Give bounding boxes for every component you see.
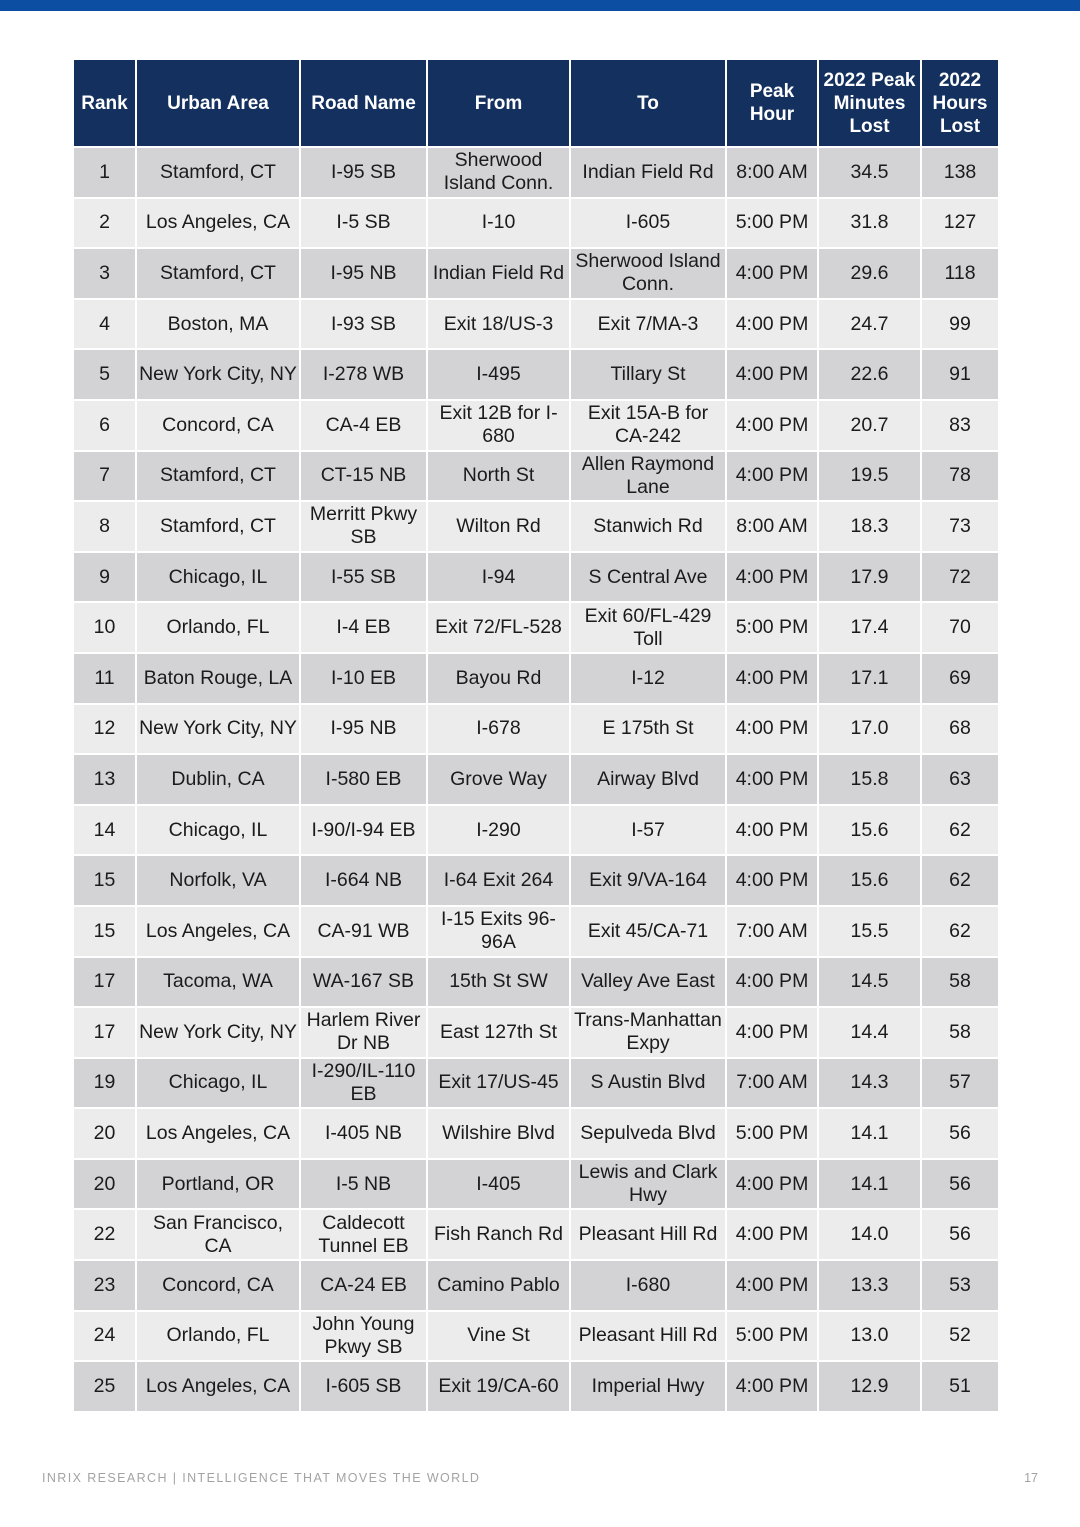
cell-hours-lost: 72 (921, 552, 999, 603)
cell-road-name: CA-91 WB (300, 906, 427, 957)
cell-road-name: I-405 NB (300, 1108, 427, 1159)
cell-peak-hour: 4:00 PM (726, 1260, 818, 1311)
cell-peak-minutes-lost: 22.6 (818, 349, 921, 400)
cell-peak-minutes-lost: 17.9 (818, 552, 921, 603)
cell-peak-hour: 4:00 PM (726, 754, 818, 805)
cell-hours-lost: 58 (921, 1007, 999, 1058)
cell-peak-hour: 5:00 PM (726, 602, 818, 653)
cell-peak-minutes-lost: 13.3 (818, 1260, 921, 1311)
cell-hours-lost: 62 (921, 855, 999, 906)
cell-from: I-495 (427, 349, 570, 400)
cell-urban-area: Chicago, IL (136, 1058, 300, 1109)
cell-from: Exit 18/US-3 (427, 299, 570, 350)
table-row (73, 349, 999, 400)
cell-peak-hour: 4:00 PM (726, 299, 818, 350)
footer-tagline: INRIX RESEARCH | INTELLIGENCE THAT MOVES THE WORLD (42, 1471, 481, 1485)
cell-urban-area: New York City, NY (136, 349, 300, 400)
cell-from: I-94 (427, 552, 570, 603)
cell-rank: 7 (73, 451, 136, 502)
cell-to: Pleasant Hill Rd (570, 1311, 726, 1362)
cell-to: S Austin Blvd (570, 1058, 726, 1109)
table-row (73, 299, 999, 350)
cell-rank: 2 (73, 198, 136, 249)
cell-from: Sherwood Island Conn. (427, 147, 570, 198)
cell-from: I-10 (427, 198, 570, 249)
table-row (73, 451, 999, 502)
cell-rank: 20 (73, 1159, 136, 1210)
cell-road-name: I-55 SB (300, 552, 427, 603)
cell-road-name: I-5 NB (300, 1159, 427, 1210)
cell-from: Indian Field Rd (427, 248, 570, 299)
cell-urban-area: Orlando, FL (136, 1311, 300, 1362)
cell-urban-area: Los Angeles, CA (136, 906, 300, 957)
cell-road-name: I-93 SB (300, 299, 427, 350)
header-row (73, 59, 999, 147)
cell-road-name: I-664 NB (300, 855, 427, 906)
cell-peak-hour: 4:00 PM (726, 704, 818, 755)
cell-hours-lost: 91 (921, 349, 999, 400)
cell-peak-minutes-lost: 15.6 (818, 855, 921, 906)
cell-from: East 127th St (427, 1007, 570, 1058)
cell-hours-lost: 127 (921, 198, 999, 249)
table-row (73, 704, 999, 755)
cell-rank: 6 (73, 400, 136, 451)
cell-hours-lost: 56 (921, 1159, 999, 1210)
cell-to: S Central Ave (570, 552, 726, 603)
cell-hours-lost: 51 (921, 1361, 999, 1412)
cell-peak-hour: 8:00 AM (726, 147, 818, 198)
cell-hours-lost: 52 (921, 1311, 999, 1362)
header-hours-lost: 2022 Hours Lost (921, 59, 999, 147)
cell-to: Sepulveda Blvd (570, 1108, 726, 1159)
cell-rank: 23 (73, 1260, 136, 1311)
cell-to: Trans-Manhattan Expy (570, 1007, 726, 1058)
cell-peak-hour: 4:00 PM (726, 1209, 818, 1260)
cell-hours-lost: 83 (921, 400, 999, 451)
cell-urban-area: Boston, MA (136, 299, 300, 350)
cell-urban-area: Stamford, CT (136, 451, 300, 502)
header-from: From (427, 59, 570, 147)
cell-peak-hour: 7:00 AM (726, 906, 818, 957)
cell-road-name: I-580 EB (300, 754, 427, 805)
cell-peak-hour: 4:00 PM (726, 400, 818, 451)
table-row (73, 1260, 999, 1311)
cell-road-name: I-290/IL-110 EB (300, 1058, 427, 1109)
table-row (73, 1007, 999, 1058)
cell-from: 15th St SW (427, 957, 570, 1008)
cell-rank: 20 (73, 1108, 136, 1159)
table-row (73, 754, 999, 805)
cell-rank: 17 (73, 957, 136, 1008)
cell-rank: 1 (73, 147, 136, 198)
cell-road-name: I-90/I-94 EB (300, 805, 427, 856)
cell-road-name: I-4 EB (300, 602, 427, 653)
table-row (73, 1361, 999, 1412)
cell-to: Exit 7/MA-3 (570, 299, 726, 350)
cell-urban-area: Norfolk, VA (136, 855, 300, 906)
table-row (73, 653, 999, 704)
cell-peak-hour: 7:00 AM (726, 1058, 818, 1109)
cell-to: Valley Ave East (570, 957, 726, 1008)
cell-peak-minutes-lost: 34.5 (818, 147, 921, 198)
cell-from: Fish Ranch Rd (427, 1209, 570, 1260)
cell-urban-area: San Francisco, CA (136, 1209, 300, 1260)
table-row (73, 805, 999, 856)
cell-peak-hour: 4:00 PM (726, 1361, 818, 1412)
cell-road-name: I-95 SB (300, 147, 427, 198)
cell-urban-area: Tacoma, WA (136, 957, 300, 1008)
top-accent-bar (0, 0, 1080, 11)
cell-road-name: I-95 NB (300, 248, 427, 299)
table-row (73, 1209, 999, 1260)
cell-urban-area: New York City, NY (136, 1007, 300, 1058)
cell-from: Grove Way (427, 754, 570, 805)
cell-rank: 15 (73, 855, 136, 906)
cell-rank: 12 (73, 704, 136, 755)
cell-peak-hour: 4:00 PM (726, 855, 818, 906)
cell-road-name: Harlem River Dr NB (300, 1007, 427, 1058)
cell-peak-minutes-lost: 12.9 (818, 1361, 921, 1412)
table-row (73, 602, 999, 653)
header-peak-minutes-lost: 2022 Peak Minutes Lost (818, 59, 921, 147)
cell-hours-lost: 56 (921, 1209, 999, 1260)
cell-from: Exit 12B for I-680 (427, 400, 570, 451)
cell-road-name: Merritt Pkwy SB (300, 501, 427, 552)
corridor-ranking-table (72, 58, 1000, 1413)
cell-rank: 14 (73, 805, 136, 856)
cell-hours-lost: 58 (921, 957, 999, 1008)
cell-to: Exit 15A-B for CA-242 (570, 400, 726, 451)
cell-hours-lost: 118 (921, 248, 999, 299)
cell-peak-minutes-lost: 14.3 (818, 1058, 921, 1109)
cell-rank: 25 (73, 1361, 136, 1412)
cell-from: North St (427, 451, 570, 502)
cell-peak-minutes-lost: 15.6 (818, 805, 921, 856)
cell-road-name: John Young Pkwy SB (300, 1311, 427, 1362)
cell-peak-hour: 4:00 PM (726, 349, 818, 400)
cell-urban-area: Stamford, CT (136, 147, 300, 198)
cell-road-name: CA-4 EB (300, 400, 427, 451)
cell-from: I-678 (427, 704, 570, 755)
table-row (73, 1159, 999, 1210)
cell-from: Exit 72/FL-528 (427, 602, 570, 653)
table-row (73, 1058, 999, 1109)
cell-peak-minutes-lost: 14.5 (818, 957, 921, 1008)
cell-urban-area: Stamford, CT (136, 501, 300, 552)
cell-peak-hour: 4:00 PM (726, 1007, 818, 1058)
cell-peak-hour: 4:00 PM (726, 451, 818, 502)
cell-road-name: Caldecott Tunnel EB (300, 1209, 427, 1260)
cell-to: Exit 45/CA-71 (570, 906, 726, 957)
cell-urban-area: Concord, CA (136, 1260, 300, 1311)
cell-rank: 17 (73, 1007, 136, 1058)
table-row (73, 552, 999, 603)
cell-to: E 175th St (570, 704, 726, 755)
cell-hours-lost: 70 (921, 602, 999, 653)
cell-to: Allen Raymond Lane (570, 451, 726, 502)
cell-to: Stanwich Rd (570, 501, 726, 552)
cell-rank: 9 (73, 552, 136, 603)
cell-road-name: I-10 EB (300, 653, 427, 704)
cell-hours-lost: 69 (921, 653, 999, 704)
cell-to: I-605 (570, 198, 726, 249)
header-to: To (570, 59, 726, 147)
cell-to: I-12 (570, 653, 726, 704)
cell-to: I-57 (570, 805, 726, 856)
cell-peak-hour: 5:00 PM (726, 1311, 818, 1362)
cell-peak-minutes-lost: 15.5 (818, 906, 921, 957)
cell-rank: 3 (73, 248, 136, 299)
cell-to: I-680 (570, 1260, 726, 1311)
cell-rank: 8 (73, 501, 136, 552)
cell-peak-minutes-lost: 13.0 (818, 1311, 921, 1362)
cell-hours-lost: 138 (921, 147, 999, 198)
cell-rank: 10 (73, 602, 136, 653)
cell-to: Exit 60/FL-429 Toll (570, 602, 726, 653)
cell-to: Lewis and Clark Hwy (570, 1159, 726, 1210)
cell-peak-minutes-lost: 17.4 (818, 602, 921, 653)
table-row (73, 906, 999, 957)
cell-from: Exit 17/US-45 (427, 1058, 570, 1109)
table-row (73, 198, 999, 249)
cell-rank: 5 (73, 349, 136, 400)
cell-peak-hour: 4:00 PM (726, 552, 818, 603)
cell-rank: 22 (73, 1209, 136, 1260)
page-number: 17 (1024, 1471, 1038, 1485)
cell-peak-minutes-lost: 14.4 (818, 1007, 921, 1058)
cell-urban-area: Orlando, FL (136, 602, 300, 653)
cell-peak-hour: 4:00 PM (726, 957, 818, 1008)
header-peak-hour: Peak Hour (726, 59, 818, 147)
cell-road-name: CA-24 EB (300, 1260, 427, 1311)
cell-from: Exit 19/CA-60 (427, 1361, 570, 1412)
header-urban-area: Urban Area (136, 59, 300, 147)
cell-urban-area: Los Angeles, CA (136, 1361, 300, 1412)
cell-from: I-64 Exit 264 (427, 855, 570, 906)
cell-peak-minutes-lost: 14.0 (818, 1209, 921, 1260)
cell-road-name: I-605 SB (300, 1361, 427, 1412)
cell-urban-area: Los Angeles, CA (136, 198, 300, 249)
table-header (73, 59, 999, 147)
cell-hours-lost: 63 (921, 754, 999, 805)
cell-peak-hour: 4:00 PM (726, 805, 818, 856)
cell-peak-minutes-lost: 24.7 (818, 299, 921, 350)
table-row (73, 147, 999, 198)
cell-from: I-15 Exits 96-96A (427, 906, 570, 957)
cell-road-name: I-95 NB (300, 704, 427, 755)
cell-rank: 13 (73, 754, 136, 805)
cell-to: Exit 9/VA-164 (570, 855, 726, 906)
cell-peak-minutes-lost: 20.7 (818, 400, 921, 451)
cell-peak-minutes-lost: 31.8 (818, 198, 921, 249)
cell-to: Sherwood Island Conn. (570, 248, 726, 299)
cell-peak-hour: 5:00 PM (726, 198, 818, 249)
cell-peak-minutes-lost: 17.1 (818, 653, 921, 704)
table-row (73, 855, 999, 906)
cell-road-name: I-5 SB (300, 198, 427, 249)
cell-hours-lost: 56 (921, 1108, 999, 1159)
cell-from: Vine St (427, 1311, 570, 1362)
cell-from: Wilshire Blvd (427, 1108, 570, 1159)
table-body (73, 147, 999, 1412)
cell-peak-minutes-lost: 15.8 (818, 754, 921, 805)
table-row (73, 248, 999, 299)
cell-to: Tillary St (570, 349, 726, 400)
header-road-name: Road Name (300, 59, 427, 147)
cell-urban-area: New York City, NY (136, 704, 300, 755)
cell-to: Pleasant Hill Rd (570, 1209, 726, 1260)
cell-hours-lost: 62 (921, 805, 999, 856)
cell-peak-minutes-lost: 29.6 (818, 248, 921, 299)
cell-rank: 15 (73, 906, 136, 957)
cell-rank: 11 (73, 653, 136, 704)
cell-rank: 4 (73, 299, 136, 350)
cell-urban-area: Chicago, IL (136, 552, 300, 603)
cell-from: I-405 (427, 1159, 570, 1210)
cell-peak-hour: 4:00 PM (726, 248, 818, 299)
cell-from: I-290 (427, 805, 570, 856)
cell-peak-minutes-lost: 18.3 (818, 501, 921, 552)
cell-to: Airway Blvd (570, 754, 726, 805)
cell-peak-minutes-lost: 19.5 (818, 451, 921, 502)
cell-hours-lost: 68 (921, 704, 999, 755)
cell-hours-lost: 62 (921, 906, 999, 957)
cell-urban-area: Los Angeles, CA (136, 1108, 300, 1159)
table-row (73, 400, 999, 451)
table-row (73, 1311, 999, 1362)
cell-rank: 24 (73, 1311, 136, 1362)
cell-road-name: I-278 WB (300, 349, 427, 400)
cell-peak-minutes-lost: 17.0 (818, 704, 921, 755)
cell-peak-minutes-lost: 14.1 (818, 1108, 921, 1159)
cell-road-name: WA-167 SB (300, 957, 427, 1008)
table-row (73, 501, 999, 552)
cell-to: Imperial Hwy (570, 1361, 726, 1412)
cell-urban-area: Chicago, IL (136, 805, 300, 856)
cell-hours-lost: 99 (921, 299, 999, 350)
cell-rank: 19 (73, 1058, 136, 1109)
cell-hours-lost: 57 (921, 1058, 999, 1109)
cell-hours-lost: 53 (921, 1260, 999, 1311)
cell-from: Wilton Rd (427, 501, 570, 552)
cell-road-name: CT-15 NB (300, 451, 427, 502)
cell-peak-hour: 4:00 PM (726, 653, 818, 704)
cell-urban-area: Concord, CA (136, 400, 300, 451)
cell-to: Indian Field Rd (570, 147, 726, 198)
cell-peak-hour: 4:00 PM (726, 1159, 818, 1210)
cell-from: Camino Pablo (427, 1260, 570, 1311)
cell-hours-lost: 73 (921, 501, 999, 552)
cell-from: Bayou Rd (427, 653, 570, 704)
cell-hours-lost: 78 (921, 451, 999, 502)
cell-peak-hour: 8:00 AM (726, 501, 818, 552)
cell-peak-hour: 5:00 PM (726, 1108, 818, 1159)
header-rank: Rank (73, 59, 136, 147)
cell-urban-area: Dublin, CA (136, 754, 300, 805)
cell-urban-area: Portland, OR (136, 1159, 300, 1210)
table-row (73, 957, 999, 1008)
cell-peak-minutes-lost: 14.1 (818, 1159, 921, 1210)
cell-urban-area: Baton Rouge, LA (136, 653, 300, 704)
cell-urban-area: Stamford, CT (136, 248, 300, 299)
table-row (73, 1108, 999, 1159)
